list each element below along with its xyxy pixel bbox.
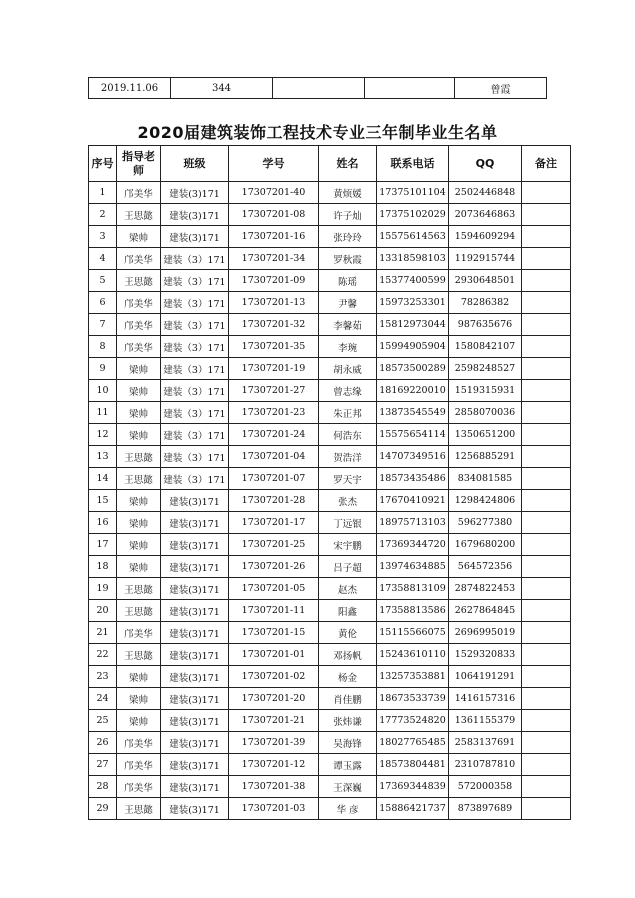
table-row <box>89 490 571 512</box>
table-row <box>89 666 571 688</box>
cell-index: 22 <box>89 644 117 666</box>
cell-remarks <box>522 512 571 534</box>
table-row <box>89 380 571 402</box>
cell-index: 14 <box>89 468 117 490</box>
cell-remarks <box>522 754 571 776</box>
cell-name: 张玲玲 <box>319 226 377 248</box>
table-row <box>89 204 571 226</box>
cell-index: 25 <box>89 710 117 732</box>
cell-phone: 18975713103 <box>377 512 449 534</box>
cell-advisor: 梁帅 <box>117 380 161 402</box>
table-cell: 曾霞 <box>455 78 547 99</box>
cell-advisor: 梁帅 <box>117 666 161 688</box>
cell-class: 建装（3）171 <box>161 468 229 490</box>
cell-name: 黄烦媛 <box>319 182 377 204</box>
cell-phone: 17375101104 <box>377 182 449 204</box>
cell-remarks <box>522 776 571 798</box>
table-row <box>89 424 571 446</box>
cell-index: 18 <box>89 556 117 578</box>
cell-class: 建装（3）171 <box>161 270 229 292</box>
cell-name: 肖佳鹏 <box>319 688 377 710</box>
cell-qq: 1192915744 <box>449 248 522 270</box>
cell-advisor: 梁帅 <box>117 688 161 710</box>
cell-name: 谭玉露 <box>319 754 377 776</box>
cell-name: 王深巍 <box>319 776 377 798</box>
cell-advisor: 梁帅 <box>117 402 161 424</box>
cell-student-id: 17307201-20 <box>229 688 319 710</box>
header-phone: 联系电话 <box>377 146 449 182</box>
cell-name: 张杰 <box>319 490 377 512</box>
cell-remarks <box>522 292 571 314</box>
cell-name: 罗秋霞 <box>319 248 377 270</box>
cell-remarks <box>522 204 571 226</box>
cell-advisor: 邝美华 <box>117 776 161 798</box>
cell-student-id: 17307201-24 <box>229 424 319 446</box>
header-remarks: 备注 <box>522 146 571 182</box>
cell-phone: 18573500289 <box>377 358 449 380</box>
header-advisor: 指导老师 <box>117 146 161 182</box>
cell-remarks <box>522 446 571 468</box>
cell-qq: 2502446848 <box>449 182 522 204</box>
cell-name: 罗天宇 <box>319 468 377 490</box>
cell-class: 建装（3）171 <box>161 336 229 358</box>
table-row <box>89 226 571 248</box>
cell-class: 建装（3）171 <box>161 248 229 270</box>
cell-advisor: 王思懿 <box>117 600 161 622</box>
cell-index: 17 <box>89 534 117 556</box>
cell-qq: 1361155379 <box>449 710 522 732</box>
cell-student-id: 17307201-39 <box>229 732 319 754</box>
cell-advisor: 梁帅 <box>117 226 161 248</box>
cell-qq: 1064191291 <box>449 666 522 688</box>
table-row <box>89 248 571 270</box>
table-row <box>89 622 571 644</box>
cell-remarks <box>522 798 571 820</box>
cell-qq: 1350651200 <box>449 424 522 446</box>
cell-advisor: 梁帅 <box>117 534 161 556</box>
cell-qq: 2696995019 <box>449 622 522 644</box>
cell-student-id: 17307201-01 <box>229 644 319 666</box>
header-student-id: 学号 <box>229 146 319 182</box>
cell-name: 张炜谦 <box>319 710 377 732</box>
cell-class: 建装(3)171 <box>161 622 229 644</box>
cell-phone: 15115566075 <box>377 622 449 644</box>
cell-class: 建装(3)171 <box>161 798 229 820</box>
cell-name: 华 彦 <box>319 798 377 820</box>
cell-name: 贺浩洋 <box>319 446 377 468</box>
cell-index: 28 <box>89 776 117 798</box>
cell-class: 建装(3)171 <box>161 776 229 798</box>
cell-name: 陈瑶 <box>319 270 377 292</box>
cell-qq: 78286382 <box>449 292 522 314</box>
cell-qq: 2858070036 <box>449 402 522 424</box>
cell-student-id: 17307201-09 <box>229 270 319 292</box>
cell-index: 23 <box>89 666 117 688</box>
cell-advisor: 王思懿 <box>117 204 161 226</box>
cell-name: 李琬 <box>319 336 377 358</box>
cell-student-id: 17307201-08 <box>229 204 319 226</box>
table-row <box>89 776 571 798</box>
cell-remarks <box>522 732 571 754</box>
cell-student-id: 17307201-28 <box>229 490 319 512</box>
cell-student-id: 17307201-38 <box>229 776 319 798</box>
cell-student-id: 17307201-17 <box>229 512 319 534</box>
cell-remarks <box>522 578 571 600</box>
cell-qq: 873897689 <box>449 798 522 820</box>
cell-advisor: 王思懿 <box>117 798 161 820</box>
table-row <box>89 314 571 336</box>
cell-class: 建装（3）171 <box>161 358 229 380</box>
cell-qq: 596277380 <box>449 512 522 534</box>
cell-name: 黄伦 <box>319 622 377 644</box>
cell-advisor: 王思懿 <box>117 578 161 600</box>
cell-advisor: 王思懿 <box>117 270 161 292</box>
cell-phone: 15973253301 <box>377 292 449 314</box>
cell-advisor: 王思懿 <box>117 644 161 666</box>
cell-remarks <box>522 710 571 732</box>
cell-remarks <box>522 556 571 578</box>
table-row <box>89 798 571 820</box>
cell-name: 何浩东 <box>319 424 377 446</box>
cell-class: 建装(3)171 <box>161 666 229 688</box>
cell-index: 21 <box>89 622 117 644</box>
table-body <box>89 182 571 820</box>
cell-index: 27 <box>89 754 117 776</box>
header-name: 姓名 <box>319 146 377 182</box>
cell-advisor: 邝美华 <box>117 248 161 270</box>
cell-phone: 18169220010 <box>377 380 449 402</box>
cell-index: 8 <box>89 336 117 358</box>
cell-name: 邓扬帆 <box>319 644 377 666</box>
cell-name: 许子灿 <box>319 204 377 226</box>
cell-class: 建装(3)171 <box>161 754 229 776</box>
cell-phone: 14707349516 <box>377 446 449 468</box>
cell-index: 12 <box>89 424 117 446</box>
cell-class: 建装(3)171 <box>161 644 229 666</box>
cell-phone: 15886421737 <box>377 798 449 820</box>
table-cell <box>273 78 365 99</box>
cell-student-id: 17307201-11 <box>229 600 319 622</box>
cell-advisor: 邝美华 <box>117 754 161 776</box>
cell-remarks <box>522 534 571 556</box>
cell-student-id: 17307201-04 <box>229 446 319 468</box>
cell-student-id: 17307201-13 <box>229 292 319 314</box>
cell-student-id: 17307201-02 <box>229 666 319 688</box>
cell-advisor: 邝美华 <box>117 732 161 754</box>
cell-remarks <box>522 688 571 710</box>
cell-qq: 1529320833 <box>449 644 522 666</box>
cell-name: 胡永威 <box>319 358 377 380</box>
cell-phone: 15994905904 <box>377 336 449 358</box>
cell-index: 6 <box>89 292 117 314</box>
table-cell: 344 <box>171 78 273 99</box>
cell-student-id: 17307201-05 <box>229 578 319 600</box>
cell-index: 24 <box>89 688 117 710</box>
cell-remarks <box>522 600 571 622</box>
cell-remarks <box>522 336 571 358</box>
cell-advisor: 梁帅 <box>117 512 161 534</box>
cell-student-id: 17307201-03 <box>229 798 319 820</box>
cell-name: 曾志缘 <box>319 380 377 402</box>
cell-class: 建装（3）171 <box>161 292 229 314</box>
cell-advisor: 王思懿 <box>117 468 161 490</box>
cell-qq: 1519315931 <box>449 380 522 402</box>
cell-name: 丁远银 <box>319 512 377 534</box>
cell-remarks <box>522 402 571 424</box>
cell-advisor: 邝美华 <box>117 182 161 204</box>
table-header-row <box>89 146 571 182</box>
cell-class: 建装(3)171 <box>161 578 229 600</box>
cell-advisor: 梁帅 <box>117 424 161 446</box>
cell-advisor: 梁帅 <box>117 358 161 380</box>
cell-index: 26 <box>89 732 117 754</box>
cell-phone: 15575654114 <box>377 424 449 446</box>
cell-phone: 15575614563 <box>377 226 449 248</box>
header-class: 班级 <box>161 146 229 182</box>
cell-remarks <box>522 248 571 270</box>
cell-remarks <box>522 358 571 380</box>
cell-phone: 17670410921 <box>377 490 449 512</box>
table-row <box>89 688 571 710</box>
cell-advisor: 王思懿 <box>117 446 161 468</box>
cell-remarks <box>522 226 571 248</box>
cell-remarks <box>522 468 571 490</box>
table-row <box>89 78 547 99</box>
cell-phone: 18673533739 <box>377 688 449 710</box>
cell-index: 7 <box>89 314 117 336</box>
table-row <box>89 270 571 292</box>
cell-qq: 2310787810 <box>449 754 522 776</box>
cell-index: 29 <box>89 798 117 820</box>
cell-advisor: 邝美华 <box>117 292 161 314</box>
table-row <box>89 644 571 666</box>
cell-student-id: 17307201-26 <box>229 556 319 578</box>
cell-class: 建装（3）171 <box>161 402 229 424</box>
cell-phone: 17369344839 <box>377 776 449 798</box>
cell-qq: 1580842107 <box>449 336 522 358</box>
cell-class: 建装(3)171 <box>161 512 229 534</box>
table-row <box>89 600 571 622</box>
cell-class: 建装(3)171 <box>161 600 229 622</box>
table-row <box>89 446 571 468</box>
cell-qq: 834081585 <box>449 468 522 490</box>
cell-class: 建装(3)171 <box>161 534 229 556</box>
cell-index: 1 <box>89 182 117 204</box>
cell-student-id: 17307201-27 <box>229 380 319 402</box>
cell-index: 2 <box>89 204 117 226</box>
cell-student-id: 17307201-35 <box>229 336 319 358</box>
cell-phone: 17369344720 <box>377 534 449 556</box>
graduate-table <box>88 145 571 820</box>
cell-advisor: 邝美华 <box>117 622 161 644</box>
cell-index: 3 <box>89 226 117 248</box>
table-row <box>89 754 571 776</box>
table-row <box>89 534 571 556</box>
cell-class: 建装(3)171 <box>161 204 229 226</box>
table-row <box>89 358 571 380</box>
cell-class: 建装(3)171 <box>161 226 229 248</box>
cell-student-id: 17307201-21 <box>229 710 319 732</box>
cell-student-id: 17307201-32 <box>229 314 319 336</box>
cell-phone: 15812973044 <box>377 314 449 336</box>
cell-student-id: 17307201-40 <box>229 182 319 204</box>
cell-index: 19 <box>89 578 117 600</box>
cell-student-id: 17307201-25 <box>229 534 319 556</box>
cell-class: 建装（3）171 <box>161 380 229 402</box>
table-row <box>89 182 571 204</box>
table-row <box>89 512 571 534</box>
cell-qq: 2874822453 <box>449 578 522 600</box>
cell-student-id: 17307201-16 <box>229 226 319 248</box>
table-row <box>89 578 571 600</box>
cell-student-id: 17307201-19 <box>229 358 319 380</box>
cell-index: 11 <box>89 402 117 424</box>
cell-name: 杨金 <box>319 666 377 688</box>
table-row <box>89 732 571 754</box>
cell-phone: 13318598103 <box>377 248 449 270</box>
cell-phone: 18573435486 <box>377 468 449 490</box>
cell-index: 4 <box>89 248 117 270</box>
cell-qq: 2073646863 <box>449 204 522 226</box>
cell-remarks <box>522 314 571 336</box>
cell-remarks <box>522 270 571 292</box>
cell-phone: 13257353881 <box>377 666 449 688</box>
cell-remarks <box>522 182 571 204</box>
cell-class: 建装(3)171 <box>161 182 229 204</box>
header-qq: QQ <box>449 146 522 182</box>
cell-remarks <box>522 622 571 644</box>
cell-qq: 1416157316 <box>449 688 522 710</box>
cell-qq: 2598248527 <box>449 358 522 380</box>
table-cell <box>365 78 455 99</box>
cell-remarks <box>522 424 571 446</box>
cell-index: 20 <box>89 600 117 622</box>
cell-phone: 13974634885 <box>377 556 449 578</box>
cell-student-id: 17307201-07 <box>229 468 319 490</box>
cell-phone: 17358813109 <box>377 578 449 600</box>
cell-remarks <box>522 644 571 666</box>
cell-name: 赵杰 <box>319 578 377 600</box>
cell-name: 李馨茹 <box>319 314 377 336</box>
cell-qq: 2583137691 <box>449 732 522 754</box>
cell-name: 朱正邦 <box>319 402 377 424</box>
cell-class: 建装(3)171 <box>161 710 229 732</box>
table-row <box>89 292 571 314</box>
cell-phone: 17375102029 <box>377 204 449 226</box>
cell-advisor: 邝美华 <box>117 336 161 358</box>
cell-qq: 2930648501 <box>449 270 522 292</box>
cell-student-id: 17307201-15 <box>229 622 319 644</box>
table-row <box>89 468 571 490</box>
cell-index: 16 <box>89 512 117 534</box>
cell-name: 尹馨 <box>319 292 377 314</box>
cell-class: 建装(3)171 <box>161 556 229 578</box>
page-title: 2020届建筑装饰工程技术专业三年制毕业生名单 <box>137 123 498 142</box>
cell-advisor: 梁帅 <box>117 710 161 732</box>
cell-class: 建装(3)171 <box>161 490 229 512</box>
table-row <box>89 710 571 732</box>
cell-qq: 2627864845 <box>449 600 522 622</box>
cell-index: 13 <box>89 446 117 468</box>
cell-remarks <box>522 490 571 512</box>
cell-class: 建装(3)171 <box>161 732 229 754</box>
cell-phone: 18027765485 <box>377 732 449 754</box>
cell-class: 建装（3）171 <box>161 446 229 468</box>
cell-student-id: 17307201-23 <box>229 402 319 424</box>
cell-phone: 18573804481 <box>377 754 449 776</box>
cell-index: 15 <box>89 490 117 512</box>
cell-phone: 15243610110 <box>377 644 449 666</box>
cell-qq: 1256885291 <box>449 446 522 468</box>
cell-qq: 572000358 <box>449 776 522 798</box>
cell-class: 建装（3）171 <box>161 314 229 336</box>
cell-qq: 1679680200 <box>449 534 522 556</box>
cell-advisor: 梁帅 <box>117 556 161 578</box>
previous-page-table <box>88 77 547 99</box>
cell-phone: 13873545549 <box>377 402 449 424</box>
cell-remarks <box>522 666 571 688</box>
cell-name: 宋宇鹏 <box>319 534 377 556</box>
header-index: 序号 <box>89 146 117 182</box>
cell-advisor: 邝美华 <box>117 314 161 336</box>
cell-student-id: 17307201-12 <box>229 754 319 776</box>
cell-advisor: 梁帅 <box>117 490 161 512</box>
cell-class: 建装（3）171 <box>161 424 229 446</box>
cell-name: 吴海锋 <box>319 732 377 754</box>
cell-name: 阳鑫 <box>319 600 377 622</box>
cell-student-id: 17307201-34 <box>229 248 319 270</box>
cell-qq: 564572356 <box>449 556 522 578</box>
cell-phone: 17358813586 <box>377 600 449 622</box>
cell-name: 吕子超 <box>319 556 377 578</box>
cell-index: 9 <box>89 358 117 380</box>
cell-phone: 15377400599 <box>377 270 449 292</box>
cell-qq: 1594609294 <box>449 226 522 248</box>
cell-qq: 987635676 <box>449 314 522 336</box>
cell-index: 5 <box>89 270 117 292</box>
cell-index: 10 <box>89 380 117 402</box>
table-row <box>89 556 571 578</box>
table-row <box>89 336 571 358</box>
cell-phone: 17773524820 <box>377 710 449 732</box>
table-cell: 2019.11.06 <box>89 78 171 99</box>
cell-qq: 1298424806 <box>449 490 522 512</box>
cell-class: 建装(3)171 <box>161 688 229 710</box>
cell-remarks <box>522 380 571 402</box>
table-row <box>89 402 571 424</box>
